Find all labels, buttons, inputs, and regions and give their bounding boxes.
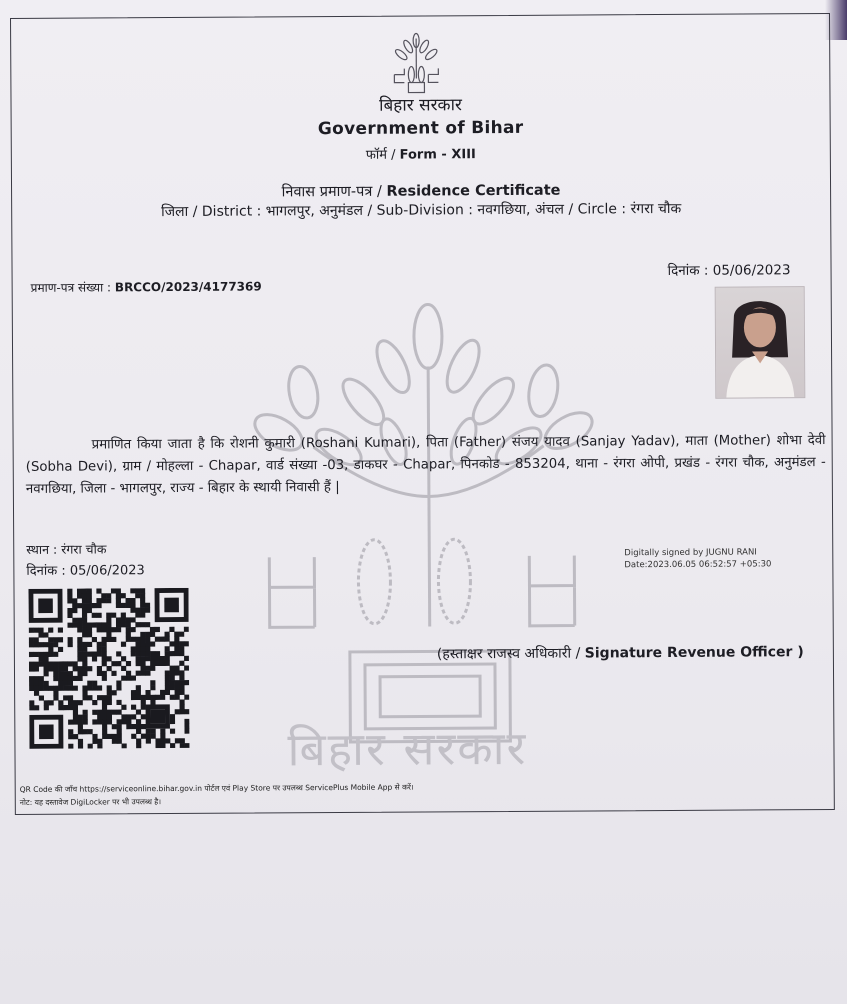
digital-signature bbox=[624, 546, 771, 571]
issue-date-label: दिनांक : bbox=[667, 262, 713, 279]
form-label-hindi: फॉर्म / bbox=[365, 147, 400, 163]
qr-code-icon bbox=[28, 588, 189, 749]
signature-line bbox=[437, 642, 804, 663]
footer-line-digilocker: नोट: यह दस्तावेज DigiLocker पर भी उपलब्ध है। bbox=[19, 797, 162, 807]
footer-line-qr: QR Code की जाँच https://serviceonline.bihar.gov.in पोर्टल एवं Play Store पर उपलब्ध ServicePlus Mobile App से करें। bbox=[19, 782, 414, 794]
certificate-frame bbox=[10, 13, 835, 815]
place-date-line: दिनांक : 05/06/2023 bbox=[26, 563, 145, 579]
certificate-title-english: Residence Certificate bbox=[386, 182, 561, 200]
bihar-emblem-icon bbox=[386, 30, 446, 100]
holder-photo bbox=[715, 286, 806, 399]
government-title-hindi: बिहार सरकार bbox=[379, 95, 462, 116]
digital-signature-date: Date:2023.06.05 06:52:57 +05:30 bbox=[624, 559, 772, 571]
form-number bbox=[12, 142, 830, 165]
government-title-english: Government of Bihar bbox=[317, 117, 524, 140]
footer-note bbox=[20, 781, 414, 809]
certificate-number-value: BRCCO/2023/4177369 bbox=[114, 279, 262, 295]
issue-date bbox=[667, 260, 790, 279]
watermark-text: बिहार सरकार bbox=[287, 720, 528, 777]
certificate-body-text: प्रमाणित किया जाता है कि रोशनी कुमारी (Roshani Kumari), पिता (Father) संजय यादव (Sanjay Yadav), माता (Mother) शोभा देवी (Sobha Devi), ग्राम / मोहल्ला - Chapar, वार्ड संख्या -03, डाकघर - Chapar, पिनकोड - 853204, थाना - रंगरा ओपी, प्रखंड - रंगरा चौक, अनुमंडल - नवगछिया, जिला - भागलपुर, राज्य - बिहार के स्थायी निवासी हैं | bbox=[25, 433, 826, 497]
form-label-english: Form - XIII bbox=[399, 147, 476, 163]
certificate-body bbox=[26, 430, 826, 501]
place-line: स्थान : रंगरा चौक bbox=[26, 541, 107, 557]
issue-date-value: 05/06/2023 bbox=[712, 262, 791, 279]
person-photo-icon bbox=[716, 287, 805, 398]
certificate-number bbox=[31, 277, 262, 295]
signature-label-hindi: (हस्ताक्षर राजस्व अधिकारी / bbox=[436, 645, 585, 663]
certificate-title-hindi: निवास प्रमाण-पत्र / bbox=[281, 183, 387, 201]
certificate-number-label: प्रमाण-पत्र संख्या : bbox=[30, 280, 115, 295]
district-line: जिला / District : भागलपुर, अनुमंडल / Sub-Division : नवगछिया, अंचल / Circle : रंगरा चौक bbox=[161, 200, 682, 221]
digital-signature-name: Digitally signed by JUGNU RANI bbox=[624, 547, 757, 559]
signature-label-english: Signature Revenue Officer ) bbox=[584, 644, 804, 662]
